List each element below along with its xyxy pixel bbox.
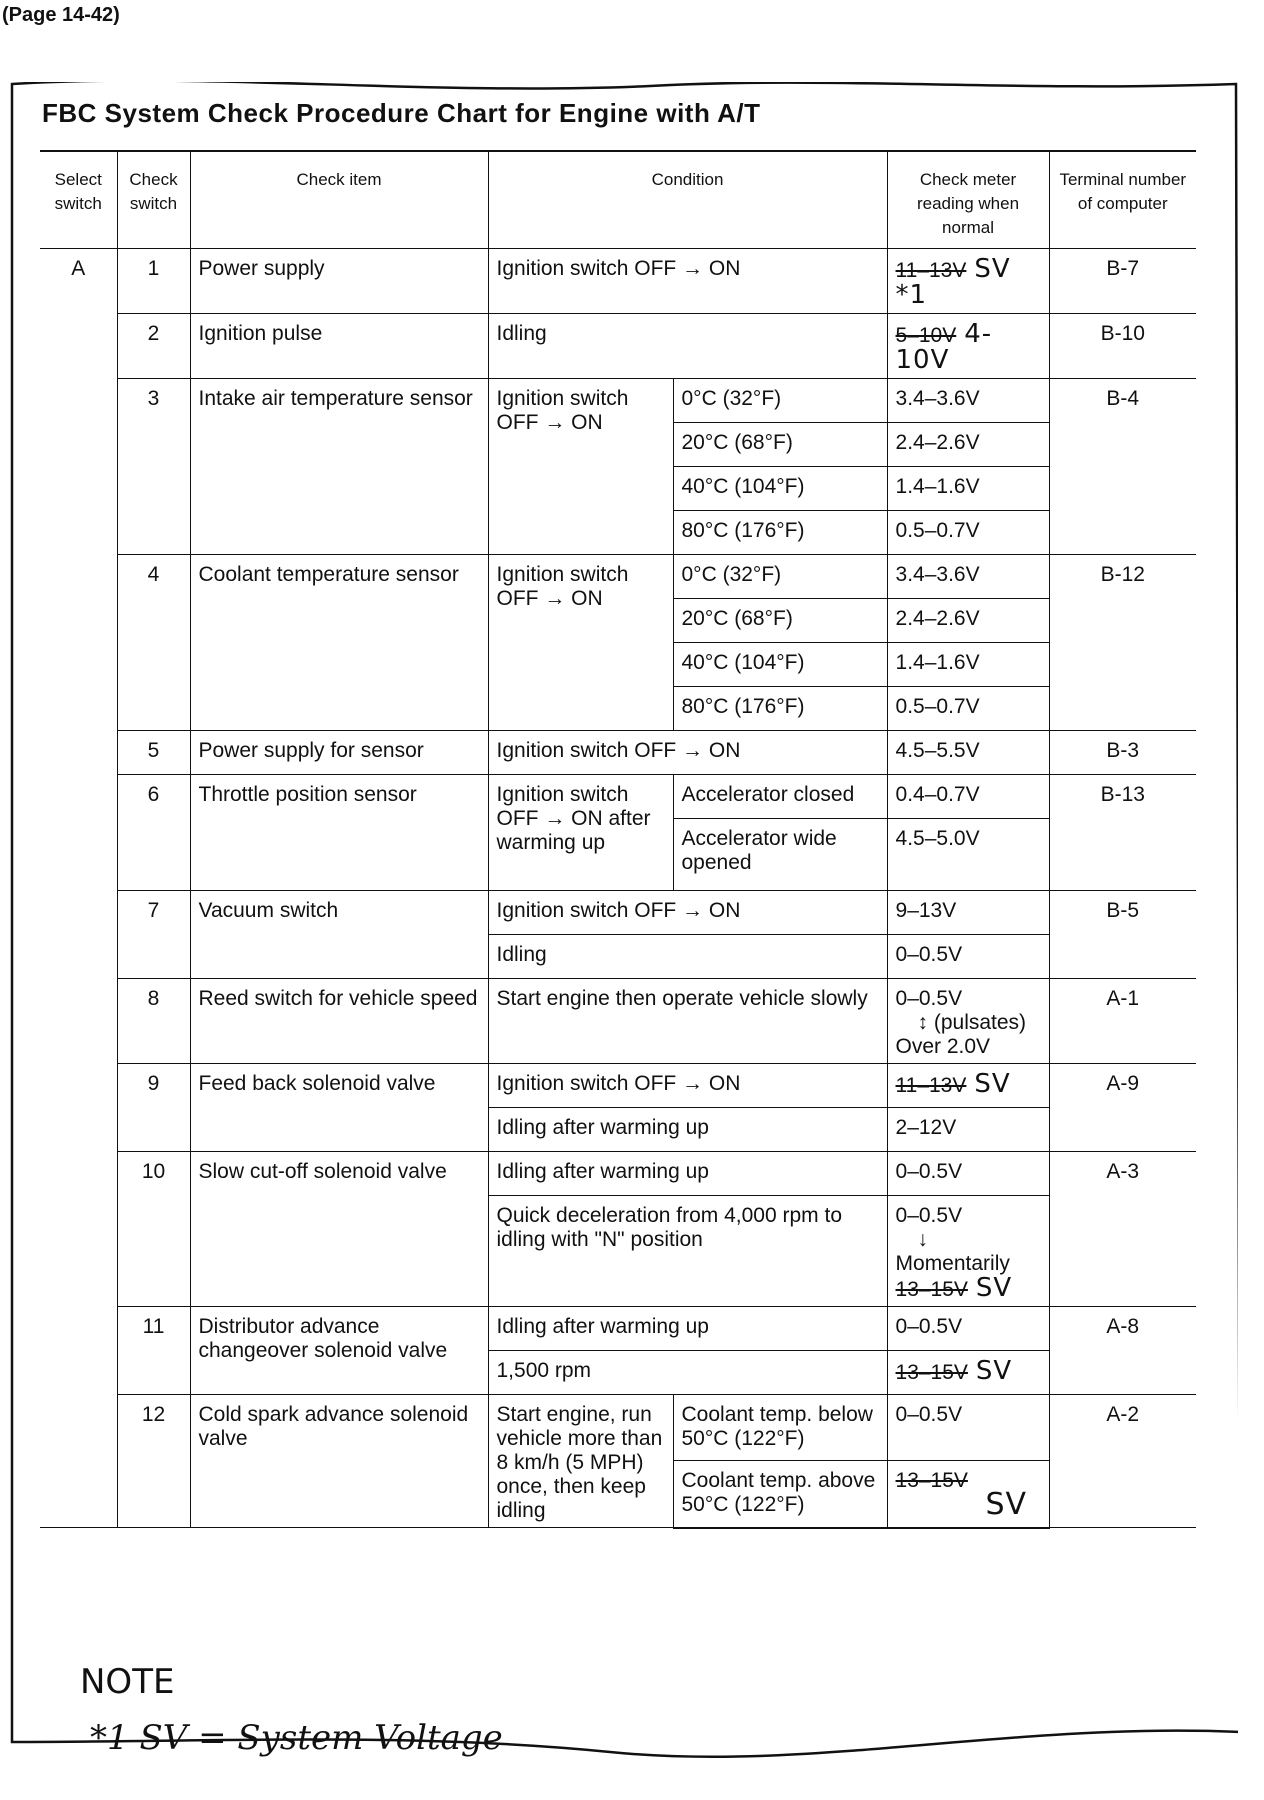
- meter-reading: [887, 1461, 1049, 1528]
- terminal-number: A-2: [1049, 1395, 1196, 1528]
- table-row: [40, 379, 1196, 423]
- sub-condition: Accelerator wide opened: [673, 819, 887, 891]
- meter-reading: 3.4–3.6V: [887, 555, 1049, 599]
- check-number: 8: [117, 979, 190, 1064]
- terminal-number: B-4: [1049, 379, 1196, 555]
- check-item: Power supply for sensor: [190, 731, 488, 775]
- table-row: [40, 1064, 1196, 1108]
- down-arrow-icon: ↓: [917, 1228, 929, 1251]
- handwritten-value: SV: [975, 1273, 1013, 1303]
- struck-value: 13–15V: [895, 1278, 968, 1301]
- table-row: [40, 249, 1196, 314]
- header-check-item: Check item: [190, 151, 488, 249]
- condition: Ignition switch OFF → ON: [488, 731, 887, 775]
- check-number: 5: [117, 731, 190, 775]
- check-number: 10: [117, 1152, 190, 1307]
- condition: 1,500 rpm: [488, 1351, 887, 1395]
- header-condition: Condition: [488, 151, 887, 249]
- table-row: [40, 314, 1196, 379]
- sub-condition: Coolant temp. above 50°C (122°F): [673, 1461, 887, 1528]
- check-number: 1: [117, 249, 190, 314]
- struck-value: 5–10V: [895, 324, 957, 347]
- check-item: Reed switch for vehicle speed: [190, 979, 488, 1064]
- check-number: 6: [117, 775, 190, 891]
- handwritten-value: 4-10V: [895, 319, 993, 375]
- sub-condition: 40°C (104°F): [673, 643, 887, 687]
- check-procedure-table: [40, 150, 1196, 1529]
- handwritten-value: SV *1: [895, 254, 1011, 310]
- handwritten-value: SV: [975, 1356, 1013, 1386]
- meter-reading: 0–0.5V: [887, 1152, 1049, 1196]
- header-row: [40, 151, 1196, 249]
- meter-reading: [887, 1196, 1049, 1307]
- header-check-switch: Check switch: [117, 151, 190, 249]
- terminal-number: B-5: [1049, 891, 1196, 979]
- meter-reading: [887, 249, 1049, 314]
- sub-condition: 0°C (32°F): [673, 379, 887, 423]
- table-row: [40, 555, 1196, 599]
- chart-title: FBC System Check Procedure Chart for Engine with A/T: [42, 98, 761, 128]
- check-number: 4: [117, 555, 190, 731]
- reading-low: 0–0.5V: [895, 987, 963, 1010]
- meter-reading: 4.5–5.0V: [887, 819, 1049, 891]
- meter-reading: 0.5–0.7V: [887, 687, 1049, 731]
- sub-condition: 80°C (176°F): [673, 511, 887, 555]
- struck-value: 13–15V: [895, 1469, 968, 1493]
- select-switch-value: A: [40, 249, 117, 1528]
- handwritten-value: SV: [985, 1487, 1028, 1523]
- condition: Idling after warming up: [488, 1108, 887, 1152]
- momentarily-note: Momentarily: [895, 1252, 1010, 1275]
- condition: Ignition switch OFF → ON: [488, 555, 673, 731]
- condition: Idling after warming up: [488, 1307, 887, 1351]
- condition: Ignition switch OFF → ON: [488, 379, 673, 555]
- header-meter-reading: Check meter reading when normal: [887, 151, 1049, 249]
- meter-reading: 1.4–1.6V: [887, 643, 1049, 687]
- sub-condition: 40°C (104°F): [673, 467, 887, 511]
- meter-reading: 0–0.5V: [887, 1395, 1049, 1461]
- terminal-number: A-9: [1049, 1064, 1196, 1152]
- sub-condition: 80°C (176°F): [673, 687, 887, 731]
- check-item: Vacuum switch: [190, 891, 488, 979]
- check-item: Cold spark advance solenoid valve: [190, 1395, 488, 1528]
- terminal-number: B-12: [1049, 555, 1196, 731]
- terminal-number: B-7: [1049, 249, 1196, 314]
- check-number: 7: [117, 891, 190, 979]
- condition: Ignition switch OFF → ON: [488, 249, 887, 314]
- struck-value: 11–13V: [895, 259, 967, 282]
- check-item: Intake air temperature sensor: [190, 379, 488, 555]
- struck-value: 11–13V: [895, 1074, 967, 1097]
- check-item: Coolant temperature sensor: [190, 555, 488, 731]
- reading-low: 0–0.5V: [895, 1204, 963, 1227]
- condition: Ignition switch OFF → ON: [488, 1064, 887, 1108]
- table-row: [40, 731, 1196, 775]
- meter-reading: [887, 979, 1049, 1064]
- meter-reading: 2.4–2.6V: [887, 423, 1049, 467]
- meter-reading: 2–12V: [887, 1108, 1049, 1152]
- sub-condition: 0°C (32°F): [673, 555, 887, 599]
- check-item: Throttle position sensor: [190, 775, 488, 891]
- handwritten-value: SV: [974, 1069, 1011, 1099]
- check-item: Distributor advance changeover solenoid valve: [190, 1307, 488, 1395]
- page-label: (Page 14-42): [2, 4, 120, 26]
- sub-condition: Coolant temp. below 50°C (122°F): [673, 1395, 887, 1461]
- sub-condition: 20°C (68°F): [673, 599, 887, 643]
- condition: Start engine then operate vehicle slowly: [488, 979, 887, 1064]
- sub-condition: Accelerator closed: [673, 775, 887, 819]
- note-title: NOTE: [80, 1662, 175, 1702]
- header-select-switch: Select switch: [40, 151, 117, 249]
- terminal-number: B-3: [1049, 731, 1196, 775]
- check-item: Ignition pulse: [190, 314, 488, 379]
- reading-high: Over 2.0V: [895, 1035, 991, 1058]
- check-item: Slow cut-off solenoid valve: [190, 1152, 488, 1307]
- table-row: [40, 1395, 1196, 1461]
- sub-condition: 20°C (68°F): [673, 423, 887, 467]
- meter-reading: [887, 1064, 1049, 1108]
- table-row: [40, 775, 1196, 819]
- meter-reading: 3.4–3.6V: [887, 379, 1049, 423]
- meter-reading: 0–0.5V: [887, 935, 1049, 979]
- header-terminal: Terminal number of computer: [1049, 151, 1196, 249]
- check-number: 11: [117, 1307, 190, 1395]
- struck-value: 13–15V: [895, 1361, 968, 1384]
- condition: Start engine, run vehicle more than 8 km/h (5 MPH) once, then keep idling: [488, 1395, 673, 1528]
- meter-reading: 0–0.5V: [887, 1307, 1049, 1351]
- condition: Idling after warming up: [488, 1152, 887, 1196]
- check-item: Feed back solenoid valve: [190, 1064, 488, 1152]
- terminal-number: B-13: [1049, 775, 1196, 891]
- table-row: [40, 1152, 1196, 1196]
- meter-reading: 1.4–1.6V: [887, 467, 1049, 511]
- check-number: 9: [117, 1064, 190, 1152]
- condition: Ignition switch OFF → ON: [488, 891, 887, 935]
- condition: Ignition switch OFF → ON after warming up: [488, 775, 673, 891]
- condition: Quick deceleration from 4,000 rpm to idling with "N" position: [488, 1196, 887, 1307]
- meter-reading: 0.5–0.7V: [887, 511, 1049, 555]
- table-row: [40, 1307, 1196, 1351]
- meter-reading: [887, 1351, 1049, 1395]
- condition: Idling: [488, 314, 887, 379]
- meter-reading: 0.4–0.7V: [887, 775, 1049, 819]
- table-row: [40, 891, 1196, 935]
- check-item: Power supply: [190, 249, 488, 314]
- meter-reading: 9–13V: [887, 891, 1049, 935]
- table-row: [40, 979, 1196, 1064]
- meter-reading: [887, 314, 1049, 379]
- condition: Idling: [488, 935, 887, 979]
- check-number: 12: [117, 1395, 190, 1528]
- terminal-number: A-8: [1049, 1307, 1196, 1395]
- terminal-number: A-3: [1049, 1152, 1196, 1307]
- meter-reading: 2.4–2.6V: [887, 599, 1049, 643]
- check-number: 2: [117, 314, 190, 379]
- note-text: *1 SV = System Voltage: [90, 1718, 503, 1758]
- check-number: 3: [117, 379, 190, 555]
- terminal-number: A-1: [1049, 979, 1196, 1064]
- meter-reading: 4.5–5.5V: [887, 731, 1049, 775]
- pulsates-note: ↕ (pulsates): [917, 1011, 1027, 1034]
- terminal-number: B-10: [1049, 314, 1196, 379]
